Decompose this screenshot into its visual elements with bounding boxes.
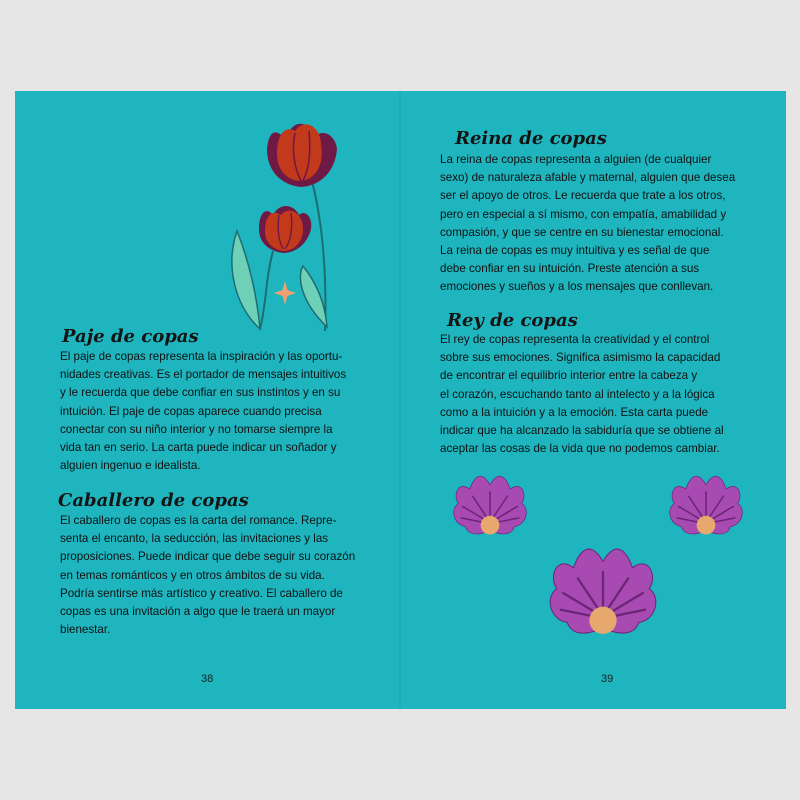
seashell-left: [454, 476, 526, 534]
rey-heading: Rey de copas: [447, 310, 578, 331]
book-spread: [15, 91, 786, 709]
reina-heading: Reina de copas: [455, 128, 607, 149]
caballero-paragraph: El caballero de copas es la carta del romance. Repre- senta el encanto, la seducción, las invitaciones y las proposiciones. Puede indicar que debe seguir su corazón en temas románticos y en otros ámbitos de su vida. Podría sentirse más artístico y creativo. El caballero de copas es una invitación a algo que le traerá un mayor bienestar.: [60, 514, 356, 637]
paje-paragraph: El paje de copas representa la inspiración y las oportu- nidades creativas. Es el portador de mensajes intuitivos y le recuerda que debe confiar en sus instintos y en su intuición. El paje de copas aparece cuando precisa conectar con su niño interior y no tomarse siempre la vida tan en serio. La carta puede indicar un soñador y alguien ingenuo e idealista.: [60, 350, 347, 473]
seashell-center: [550, 549, 656, 634]
left-page: [15, 91, 400, 709]
right-page: [401, 91, 786, 709]
reina-paragraph: La reina de copas representa a alguien (de cualquier sexo) de naturaleza afable y maternal, alguien que desea ser el apoyo de otros. Le recuerda que trate a los otros, pero en especial a sí mismo, con empatía, amabilidad y compasión, y que se centre en su bienestar emocional. La reina de copas es muy intuitiva y es señal de que debe confiar en su intuición. Preste atención a sus emociones y sueños y a los mensajes que conllevan.: [440, 153, 736, 294]
page-number: 39: [601, 673, 614, 685]
page-number: 38: [201, 673, 214, 685]
seashell-icon: [401, 91, 786, 709]
seashell-right: [670, 476, 742, 534]
rey-paragraph: El rey de copas representa la creatividad y el control sobre sus emociones. Significa asimismo la capacidad de encontrar el equilibrio interior entre la cabeza y el corazón, escuchando tanto al intelecto y a la lógica como a la intuición y a la emoción. Esta carta puede indicar que ha alcanzado la sabiduría que se obtiene al aceptar las cosas de la vida que no podemos cambiar.: [440, 333, 724, 456]
caballero-heading: Caballero de copas: [58, 490, 249, 511]
paje-heading: Paje de copas: [62, 326, 199, 347]
